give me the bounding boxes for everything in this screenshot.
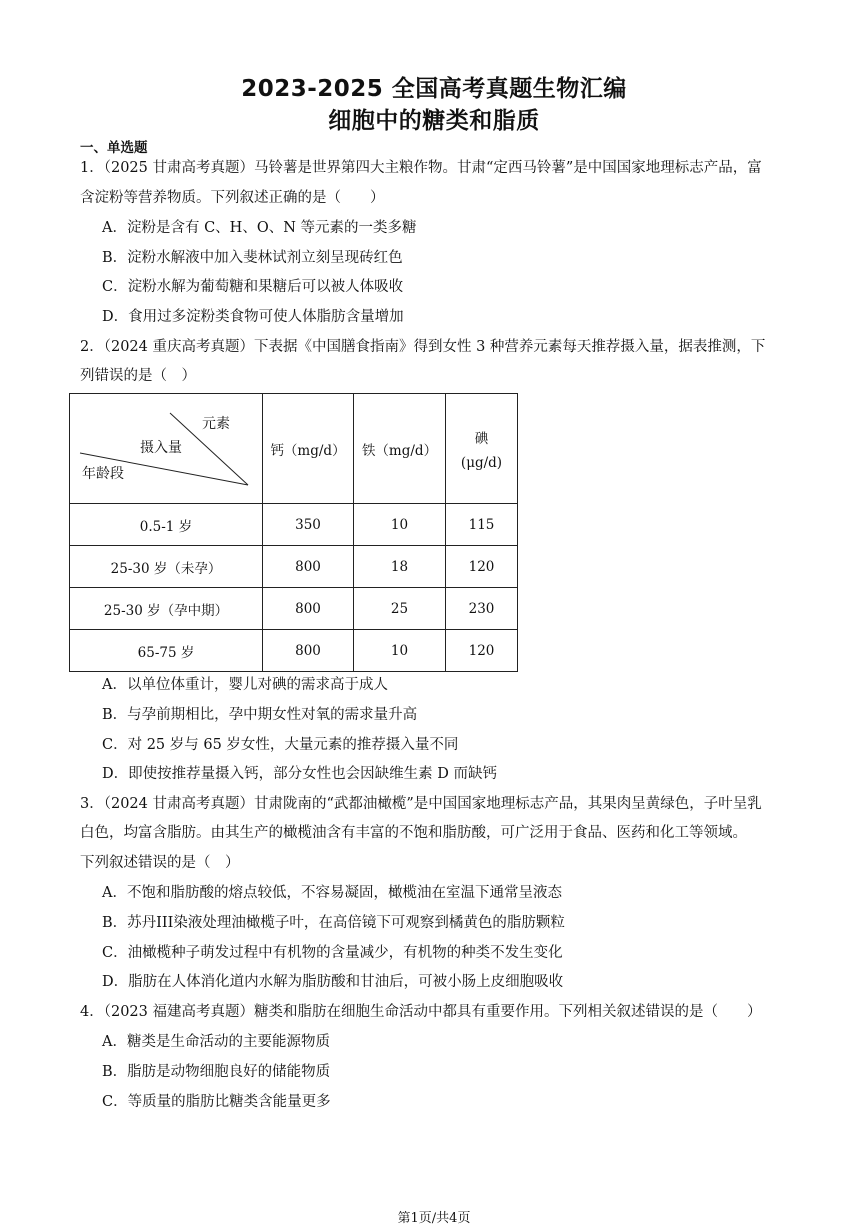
- row-calcium: 800: [263, 588, 354, 630]
- table-row: [70, 504, 518, 546]
- q1-option-a: A．淀粉是含有 C、H、O、N 等元素的一类多糖: [102, 220, 417, 236]
- q2-option-a: A．以单位体重计，婴儿对碘的需求高于成人: [102, 677, 388, 693]
- row-age: 65-75 岁: [70, 630, 263, 672]
- row-age: 25-30 岁（孕中期）: [70, 588, 263, 630]
- q2-option-c: C．对 25 岁与 65 岁女性，大量元素的推荐摄入量不同: [102, 737, 459, 753]
- corner-label-intake: 摄入量: [140, 439, 182, 456]
- q2-option-b: B．与孕前期相比，孕中期女性对氧的需求量升高: [102, 707, 418, 723]
- section-heading: 一、单选题: [80, 140, 148, 156]
- q3-stem-line3: 下列叙述错误的是（ ）: [80, 855, 240, 871]
- table-row: [70, 546, 518, 588]
- q1-stem-line1: 1．（2025 甘肃高考真题）马铃薯是世界第四大主粮作物。甘肃“定西马铃薯”是中国国家地理标志产品，富: [80, 160, 762, 176]
- q1-option-b: B．淀粉水解液中加入斐林试剂立刻呈现砖红色: [102, 250, 403, 266]
- page-footer: 第1页/共4页: [397, 1211, 471, 1226]
- row-calcium: 800: [263, 630, 354, 672]
- q3-stem-line2: 白色，均富含脂肪。由其生产的橄榄油含有丰富的不饱和脂肪酸，可广泛用于食品、医药和化工等领域。: [80, 825, 747, 841]
- row-iron: 10: [354, 504, 446, 546]
- q3-option-a: A．不饱和脂肪酸的熔点较低，不容易凝固，橄榄油在室温下通常呈液态: [102, 885, 562, 901]
- q1-option-d: D．食用过多淀粉类食物可使人体脂肪含量增加: [102, 309, 404, 325]
- q1-option-c: C．淀粉水解为葡萄糖和果糖后可以被人体吸收: [102, 279, 404, 295]
- document-subtitle: 细胞中的糖类和脂质: [328, 108, 540, 134]
- header-iodine-name: 碘: [474, 430, 489, 447]
- row-iron: 25: [354, 588, 446, 630]
- nutrient-table: [69, 393, 518, 672]
- row-iodine: 115: [446, 504, 518, 546]
- q3-option-b: B．苏丹III染液处理油橄榄子叶，在高倍镜下可观察到橘黄色的脂肪颗粒: [102, 915, 565, 931]
- table-header-row: [70, 394, 518, 504]
- header-iodine-unit: (μg/d): [460, 454, 503, 471]
- row-iodine: 120: [446, 546, 518, 588]
- row-age: 25-30 岁（未孕）: [70, 546, 263, 588]
- corner-label-element: 元素: [202, 415, 230, 432]
- q2-option-d: D．即使按推荐量摄入钙，部分女性也会因缺维生素 D 而缺钙: [102, 766, 497, 782]
- q4-option-b: B．脂肪是动物细胞良好的储能物质: [102, 1064, 331, 1080]
- q3-option-d: D．脂肪在人体消化道内水解为脂肪酸和甘油后，可被小肠上皮细胞吸收: [102, 974, 564, 990]
- document-title: 2023-2025 全国高考真题生物汇编: [241, 76, 627, 102]
- corner-label-age: 年龄段: [82, 465, 124, 482]
- table-row: [70, 588, 518, 630]
- q2-stem-line2: 列错误的是（ ）: [80, 368, 196, 384]
- header-calcium: 钙（mg/d）: [263, 394, 354, 504]
- header-iodine: [446, 394, 518, 504]
- q3-stem-line1: 3．（2024 甘肃高考真题）甘肃陇南的“武都油橄榄”是中国国家地理标志产品，其果肉呈黄绿色，子叶呈乳: [80, 796, 762, 812]
- q4-option-a: A．糖类是生命活动的主要能源物质: [102, 1034, 330, 1050]
- row-calcium: 800: [263, 546, 354, 588]
- row-iron: 10: [354, 630, 446, 672]
- row-age: 0.5-1 岁: [70, 504, 263, 546]
- header-iron: 铁（mg/d）: [354, 394, 446, 504]
- q4-stem-line1: 4．（2023 福建高考真题）糖类和脂肪在细胞生命活动中都具有重要作用。下列相关叙述错误的是（ ）: [80, 1004, 762, 1020]
- row-iron: 18: [354, 546, 446, 588]
- q4-option-c: C．等质量的脂肪比糖类含能量更多: [102, 1094, 331, 1110]
- q2-stem-line1: 2．（2024 重庆高考真题）下表据《中国膳食指南》得到女性 3 种营养元素每天推荐摄入量，据表推测，下: [80, 339, 766, 355]
- row-iodine: 230: [446, 588, 518, 630]
- row-calcium: 350: [263, 504, 354, 546]
- table-corner-cell: [70, 394, 263, 504]
- row-iodine: 120: [446, 630, 518, 672]
- table-row: [70, 630, 518, 672]
- q3-option-c: C．油橄榄种子萌发过程中有机物的含量减少，有机物的种类不发生变化: [102, 945, 563, 961]
- q1-stem-line2: 含淀粉等营养物质。下列叙述正确的是（ ）: [80, 190, 385, 206]
